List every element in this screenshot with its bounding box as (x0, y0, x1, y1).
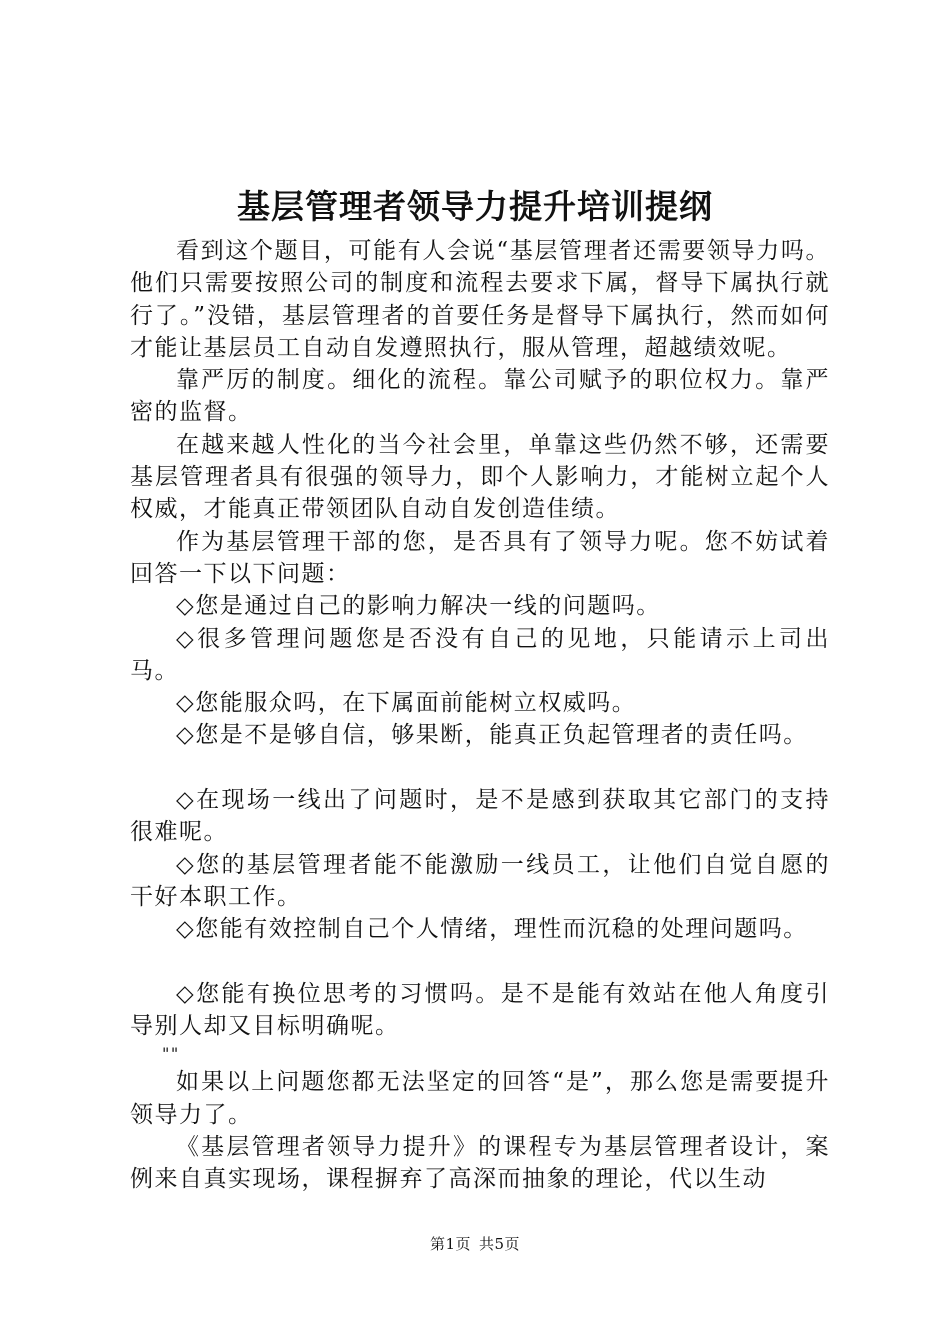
question-item-motivation: ◇您的基层管理者能不能激励一线员工，让他们自觉自愿的干好本职工作。 (130, 851, 830, 910)
paragraph-conclusion: 如果以上问题您都无法坚定的回答“是”，那么您是需要提升领导力了。 (130, 1069, 830, 1128)
question-item-influence: ◇您是通过自己的影响力解决一线的问题吗。 (176, 593, 661, 620)
question-item-support: ◇在现场一线出了问题时，是不是感到获取其它部门的支持很难呢。 (130, 787, 830, 846)
paragraph-course-intro: 《基层管理者领导力提升》的课程专为基层管理者设计，案例来自真实现场，课程摒弃了高深而抽象的理论，代以生动 (130, 1134, 830, 1193)
question-item-authority: ◇您能服众吗，在下属面前能树立权威吗。 (176, 690, 637, 717)
document-body (130, 235, 830, 1196)
paragraph-strict-rules: 靠严厉的制度。细化的流程。靠公司赋予的职位权力。靠严密的监督。 (130, 367, 830, 426)
question-item-confidence: ◇您是不是够自信，够果断，能真正负起管理者的责任吗。 (176, 722, 808, 749)
question-item-empathy: ◇您能有换位思考的习惯吗。是不是能有效站在他人角度引导别人却又目标明确呢。 (130, 980, 830, 1040)
blank-line (130, 946, 830, 978)
paragraph-leadership-need: 在越来越人性化的当今社会里，单靠这些仍然不够，还需要基层管理者具有很强的领导力，即个人影响力，才能树立起个人权威，才能真正带领团队自动自发创造佳绩。 (130, 431, 830, 523)
paragraph-intro: 看到这个题目，可能有人会说“基层管理者还需要领导力吗。他们只需要按照公司的制度和流程去要求下属，督导下属执行就行了。”没错，基层管理者的首要任务是督导下属执行，然而如何才能让基层员工自动自发遵照执行，服从管理，超越绩效呢。 (130, 238, 830, 361)
stray-quote-marks: "" (162, 1044, 180, 1064)
blank-line (130, 752, 830, 784)
page-number: 第1页 (429, 1235, 471, 1253)
question-item-opinion: ◇很多管理问题您是否没有自己的见地，只能请示上司出马。 (130, 625, 830, 684)
page-footer (0, 1234, 950, 1254)
page-total: 共5页 (479, 1235, 521, 1253)
question-item-emotion: ◇您能有效控制自己个人情绪，理性而沉稳的处理问题吗。 (176, 916, 808, 943)
document-title: 基层管理者领导力提升培训提纲 (237, 187, 713, 226)
paragraph-question-intro: 作为基层管理干部的您，是否具有了领导力呢。您不妨试着回答一下以下问题： (130, 528, 830, 587)
